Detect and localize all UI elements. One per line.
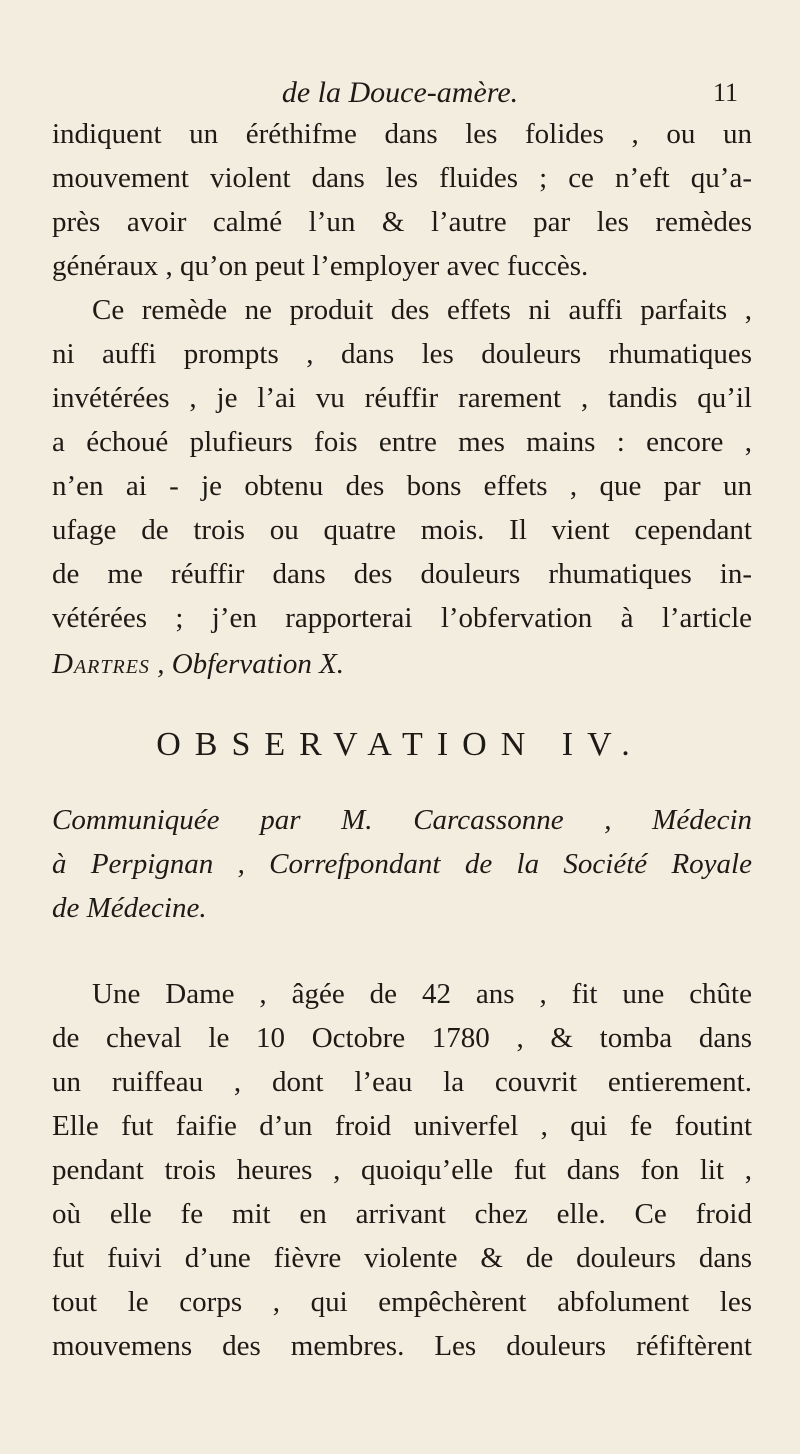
text-line: généraux , qu’on peut l’employer avec fuccès.: [52, 250, 589, 282]
communique-line: de Médecine.: [52, 892, 207, 924]
text-line: où elle fe mit en arrivant chez elle. Ce froid: [52, 1198, 752, 1230]
text-line: ni auffi prompts , dans les douleurs rhumatiques: [52, 338, 752, 370]
text-line: fut fuivi d’une fièvre violente & de douleurs dans: [52, 1242, 752, 1274]
text-line: Elle fut faifie d’un froid univerfel , qui fe foutint: [52, 1110, 752, 1142]
text-line: a échoué plufieurs fois entre mes mains : encore ,: [52, 426, 752, 458]
text-line: indiquent un éréthifme dans les folides , ou un: [52, 118, 752, 150]
communique-line: Communiquée par M. Carcassonne , Médecin: [52, 804, 752, 836]
text-line: mouvemens des membres. Les douleurs réfiftèrent: [52, 1330, 752, 1362]
text-line: vétérées ; j’en rapporterai l’obfervation à l’article: [52, 602, 752, 634]
text-line: pendant trois heures , quoiqu’elle fut dans fon lit ,: [52, 1154, 752, 1186]
text-line: Une Dame , âgée de 42 ans , fit une chûte: [92, 978, 752, 1010]
text-line: [52, 644, 752, 684]
text-line: de cheval le 10 Octobre 1780 , & tomba dans: [52, 1022, 752, 1054]
running-title: de la Douce-amère.: [281, 76, 519, 109]
text-line: un ruiffeau , dont l’eau la couvrit entierement.: [52, 1066, 752, 1098]
page-header: [0, 74, 800, 114]
text-line: près avoir calmé l’un & l’autre par les remèdes: [52, 206, 752, 238]
text-line: ufage de trois ou quatre mois. Il vient cependant: [52, 514, 752, 546]
observation-reference: , Obfervation X.: [149, 648, 345, 680]
dartres-reference: Dartres: [52, 648, 150, 680]
text-line: de me réuffir dans des douleurs rhumatiques in-: [52, 558, 752, 590]
text-line: Ce remède ne produit des effets ni auffi parfaits ,: [92, 294, 752, 326]
text-line: n’en ai - je obtenu des bons effets , que par un: [52, 470, 752, 502]
page-number: 11: [712, 78, 738, 107]
text-line: invétérées , je l’ai vu réuffir rarement , tandis qu’il: [52, 382, 752, 414]
communique-line: à Perpignan , Correfpondant de la Société Royale: [52, 848, 752, 880]
text-line: tout le corps , qui empêchèrent abfolument les: [52, 1286, 752, 1318]
observation-heading: OBSERVATION IV.: [156, 726, 644, 763]
text-line: mouvement violent dans les fluides ; ce n’eft qu’a-: [52, 162, 752, 194]
